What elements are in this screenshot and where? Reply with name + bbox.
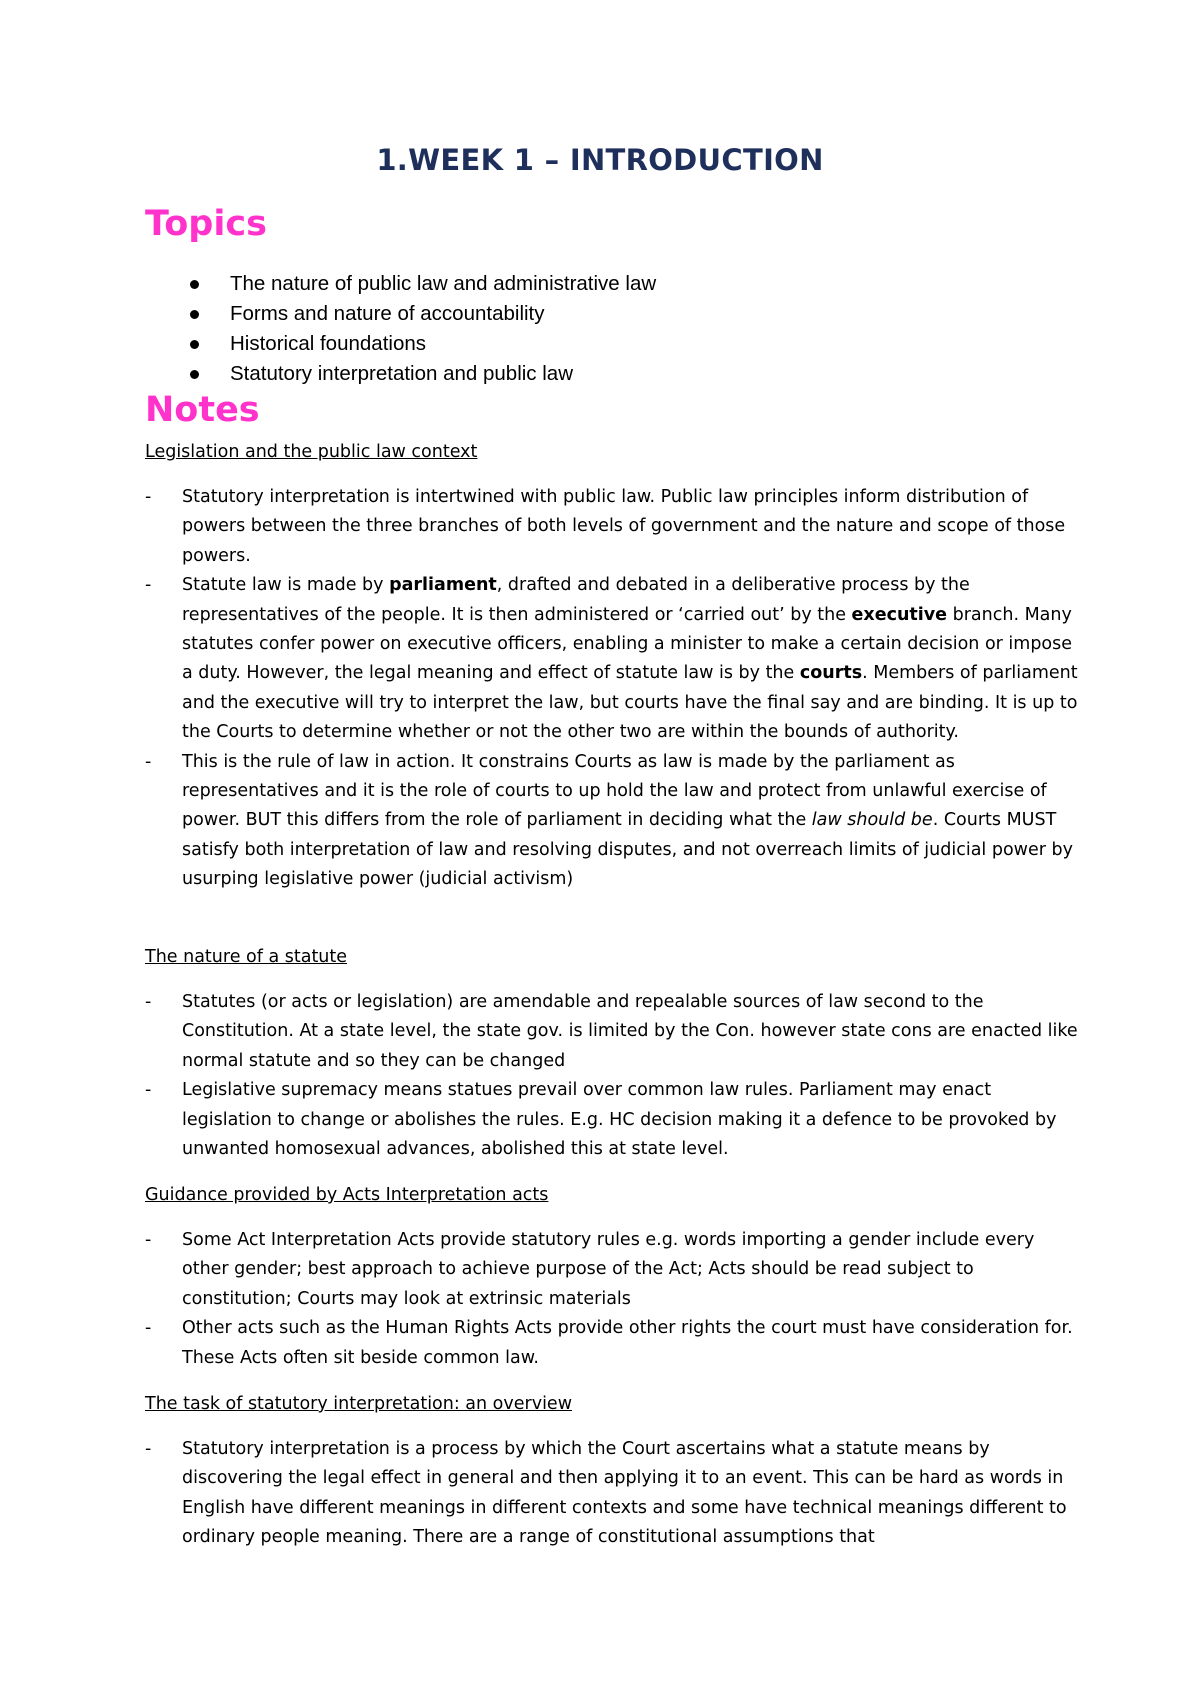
- dash-bullet: -: [145, 1230, 152, 1250]
- dash-bullet: -: [145, 992, 152, 1012]
- list-item: - Statutes (or acts or legislation) are amendable and repealable sources of law second to the Constitution. At a state level, the state gov. is limited by the Con. however state cons are enacted like normal statute and so they can be changed: [145, 988, 1085, 1076]
- section-list: [145, 483, 1085, 895]
- section-list: [145, 1226, 1085, 1373]
- section-heading: The task of statutory interpretation: an overview: [145, 1394, 573, 1414]
- topics-list: [145, 269, 1045, 389]
- bullet-icon: [190, 280, 199, 289]
- list-item: - This is the rule of law in action. It constrains Courts as law is made by the parliament as representatives and it is the role of courts to up hold the law and protect from unlawful exercise of power. BUT this differs from the role of parliament in deciding what the law should be. Courts MUST satisfy both interpretation of law and resolving disputes, and not overreach limits of judicial power by usurping legislative power (judicial activism): [145, 748, 1085, 895]
- list-item: Historical foundations: [145, 329, 1045, 359]
- dash-bullet: -: [145, 1318, 152, 1339]
- list-item: - Other acts such as the Human Rights Acts provide other rights the court must have consideration for. These Acts often sit beside common law.: [145, 1314, 1085, 1373]
- dash-bullet: -: [145, 1080, 152, 1101]
- section-heading: Legislation and the public law context: [145, 442, 478, 462]
- section-heading: The nature of a statute: [145, 947, 348, 967]
- section-task-overview: [145, 1391, 1085, 1553]
- bullet-icon: [190, 340, 199, 349]
- notes-heading: Notes: [145, 390, 260, 430]
- list-item: Statutory interpretation and public law: [145, 359, 1045, 389]
- list-item: The nature of public law and administrative law: [145, 269, 1045, 299]
- list-item: Forms and nature of accountability: [145, 299, 1045, 329]
- list-item: - Statutory interpretation is intertwined with public law. Public law principles inform distribution of powers between the three branches of both levels of government and the nature and scope of those powers.: [145, 483, 1085, 571]
- document-title: 1.WEEK 1 – INTRODUCTION: [376, 143, 824, 177]
- section-acts-interpretation: [145, 1182, 1085, 1373]
- section-heading: Guidance provided by Acts Interpretation acts: [145, 1185, 549, 1205]
- list-item: - Some Act Interpretation Acts provide statutory rules e.g. words importing a gender include every other gender; best approach to achieve purpose of the Act; Acts should be read subject to constitution; Courts may look at extrinsic materials: [145, 1226, 1085, 1314]
- bullet-icon: [190, 370, 199, 379]
- section-list: [145, 988, 1085, 1164]
- list-item: - Legislative supremacy means statues prevail over common law rules. Parliament may enact legislation to change or abolishes the rules. E.g. HC decision making it a defence to be provoked by unwanted homosexual advances, abolished this at state level.: [145, 1076, 1085, 1164]
- bullet-icon: [190, 310, 199, 319]
- section-list: [145, 1435, 1085, 1553]
- dash-bullet: -: [145, 575, 152, 596]
- topics-heading: Topics: [145, 204, 267, 244]
- dash-bullet: -: [145, 1439, 152, 1459]
- section-nature-of-statute: [145, 944, 1085, 1164]
- dash-bullet: -: [145, 751, 152, 772]
- list-item: - Statutory interpretation is a process by which the Court ascertains what a statute means by discovering the legal effect in general and then applying it to an event. This can be hard as words in English have different meanings in different contexts and some have technical meanings different to ordinary people meaning. There are a range of constitutional assumptions that: [145, 1435, 1085, 1553]
- dash-bullet: -: [145, 487, 152, 507]
- list-item: - Statute law is made by parliament, drafted and debated in a deliberative process by the representatives of the people. It is then administered or ‘carried out’ by the executive branch. Many statutes confer power on executive officers, enabling a minister to make a certain decision or impose a duty. However, the legal meaning and effect of statute law is by the courts. Members of parliament and the executive will try to interpret the law, but courts have the final say and are binding. It is up to the Courts to determine whether or not the other two are within the bounds of authority.: [145, 571, 1085, 747]
- section-legislation: [145, 439, 1085, 895]
